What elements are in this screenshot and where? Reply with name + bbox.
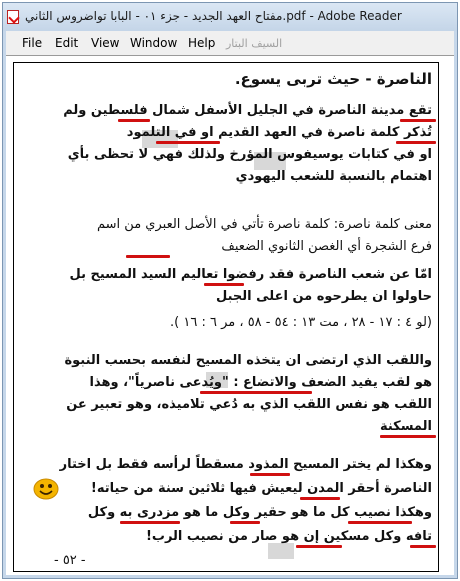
page-frame	[13, 62, 439, 572]
red-underline	[120, 521, 180, 524]
red-underline	[118, 119, 150, 122]
red-underline	[230, 521, 260, 524]
text-line: الناصرة أحقر المدن ليعيش فيها ثلاثين سنة من حياته!	[90, 481, 432, 496]
text-line: وهكذا نصيب كل ما هو حقير وكل ما هو مزدرى به وكل	[87, 505, 432, 520]
menu-greyed-watermark: السيف البتار	[226, 37, 283, 50]
red-underline	[380, 435, 436, 438]
smiley-emoticon-icon	[32, 476, 60, 500]
red-underline	[410, 545, 436, 548]
text-line: او في كتابات يوسيفوس المؤرخ ولذلك فهي لا تحظى بأي	[67, 147, 432, 162]
menu-bar	[6, 31, 454, 56]
text-line: فرع الشجرة أي الغصن الثانوي الضعيف	[221, 239, 432, 254]
pdf-file-icon	[7, 10, 19, 24]
red-underline	[400, 119, 436, 122]
text-line: تُذكر كلمة ناصرة في العهد القديم او في التلمود	[126, 125, 432, 140]
document-view[interactable]	[6, 55, 454, 575]
page-number: - ٥٢ -	[54, 553, 86, 568]
red-underline	[126, 255, 170, 258]
menu-window[interactable]: Window	[130, 36, 178, 50]
red-underline	[204, 283, 244, 286]
text-line: حاولوا ان يطرحوه من اعلى الجبل	[216, 289, 432, 304]
title-bar[interactable]	[3, 3, 457, 31]
red-underline	[200, 391, 312, 394]
adobe-reader-window	[2, 2, 458, 579]
menu-file[interactable]: File	[22, 36, 43, 50]
citation-line: (لو ٤ : ١٧ - ٢٨ ، مت ١٣ : ٥٤ - ٥٨ ، مر ٦ : ١٦ ).	[170, 315, 432, 330]
section-heading: الناصرة - حيث تربى يسوع.	[234, 70, 432, 88]
text-line: اللقب هو نفس اللقب الذي به دُعي تلاميذه، وهو تعبير عن	[66, 397, 432, 412]
text-line: هو لقب يفيد الضعف والاتضاع : "ويُدعى ناصرياً"، وهذا	[89, 375, 432, 390]
text-line: واللقب الذي ارتضى ان يتخذه المسيح لنفسه بحسب النبوة	[64, 353, 432, 368]
red-underline	[156, 141, 220, 144]
text-line: وهكذا لم يختر المسيح المذود مسقطاً لرأسه فقط بل اختار	[59, 457, 432, 472]
text-line: اهتمام بالنسبة للشعب اليهودي	[235, 169, 432, 184]
text-line: تقع مدينة الناصرة في الجليل الأسفل شمال فلسطين ولم	[63, 103, 432, 118]
text-line: معنى كلمة ناصرة: كلمة ناصرة تأتي في الأصل العبري من اسم	[97, 217, 432, 232]
red-underline	[396, 141, 436, 144]
menu-edit[interactable]: Edit	[55, 36, 79, 50]
window-title: مفتاح العهد الجديد - جزء ٠١ - البابا تواضروس الثاني.pdf - Adobe Reader	[25, 9, 402, 23]
red-underline	[348, 521, 412, 524]
menu-help[interactable]: Help	[188, 36, 216, 50]
menu-view[interactable]: View	[91, 36, 120, 50]
red-underline	[250, 473, 290, 476]
text-line: امّا عن شعب الناصرة فقد رفضوا تعاليم السيد المسيح بل	[69, 267, 432, 282]
text-line: المسكنة	[379, 419, 432, 434]
red-underline	[300, 497, 340, 500]
red-underline	[296, 545, 342, 548]
text-line: تافه وكل مسكين إن هو صار من نصيب الرب!	[145, 529, 432, 544]
